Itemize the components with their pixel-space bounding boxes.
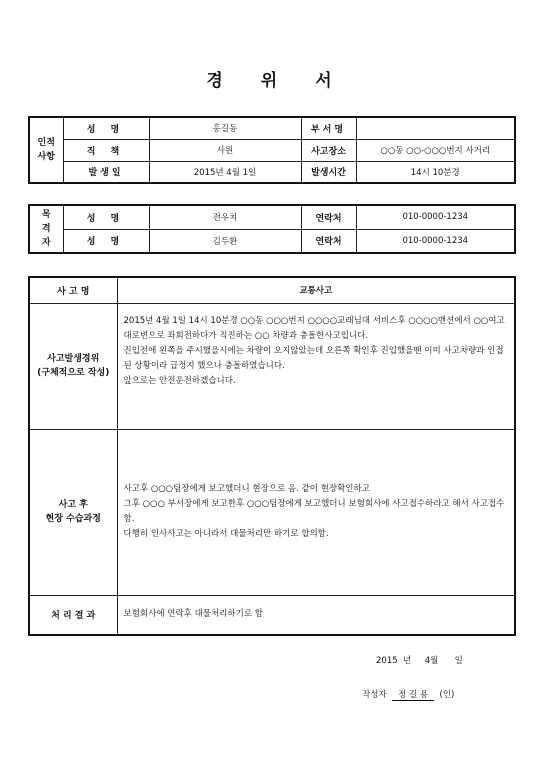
location-value: ○○동 ○○-○○○번지 사거리 xyxy=(356,139,515,161)
party-group-label: 인적 사항 xyxy=(29,117,63,183)
document-title xyxy=(0,66,540,91)
title-char: 경 xyxy=(206,71,225,91)
after-paragraph: 그후 ○○○ 부서장에게 보고한후 ○○○팀장에게 보고했더니 보험회사에 사고접수하라고 해서 사고접수함. xyxy=(123,499,505,524)
position-value: 사원 xyxy=(149,139,301,161)
party-info-table xyxy=(28,116,516,184)
dept-label: 부서명 xyxy=(301,117,356,139)
witness-name-value: 전우치 xyxy=(149,205,301,229)
witness-contact-value: 010-0000-1234 xyxy=(356,205,515,229)
dept-value xyxy=(356,117,515,139)
witness-name-value: 김두환 xyxy=(149,229,301,253)
time-value: 14시 10분경 xyxy=(356,161,515,183)
position-label: 직 책 xyxy=(63,139,149,161)
writer-label: 작성자 xyxy=(362,690,387,700)
witness-contact-value: 010-0000-1234 xyxy=(356,229,515,253)
document-date: 2015 년 4월 일 xyxy=(376,656,463,666)
course-paragraph: 2015년 4월 1일 14시 10분경 ○○동 ○○○번지 ○○○○교래님대 서비스후 ○○○○맨션에서 ○○여고 대로변으로 좌회전하다가 직진하는 ○○ 차량과 충돌한사고입니다. xyxy=(123,315,505,341)
seal-mark: (인) xyxy=(439,690,455,700)
name-label: 성 명 xyxy=(63,117,149,139)
name-value: 홍길동 xyxy=(149,117,301,139)
witness-group-label: 목 격 자 xyxy=(29,205,63,253)
accident-course-content xyxy=(117,303,515,429)
writer-line xyxy=(362,688,454,701)
after-accident-content xyxy=(117,429,515,595)
date-label: 발생일 xyxy=(63,161,149,183)
location-label: 사고장소 xyxy=(301,139,356,161)
accident-course-label: 사고발생경위 (구체적으로 작성) xyxy=(29,303,117,429)
after-accident-label: 사고 후 현장 수습과정 xyxy=(29,429,117,595)
accident-name-label: 사 고 명 xyxy=(29,277,117,303)
witness-name-label: 성 명 xyxy=(63,229,149,253)
writer-name: 정 길 용 xyxy=(392,688,434,701)
result-value: 보험회사에 연락후 대물처리하기로 함 xyxy=(117,595,515,635)
witness-name-label: 성 명 xyxy=(63,205,149,229)
title-char: 위 xyxy=(260,71,280,91)
accident-table xyxy=(28,276,516,636)
result-label: 처 리 결 과 xyxy=(29,595,117,635)
after-paragraph: 다행히 인사사고는 아니라서 대물처리만 하기로 합의함. xyxy=(123,529,329,539)
witness-table xyxy=(28,204,516,254)
witness-contact-label: 연락처 xyxy=(301,205,356,229)
course-paragraph: 진입전에 왼쪽을 주시했을시에는 차량이 오지않았는데 오른쪽 확인후 진입했을땐 이미 사고차량과 인접된 상황이라 급정지 했으나 충돌하였습니다. xyxy=(123,345,504,371)
accident-name-value: 교통사고 xyxy=(117,277,515,303)
title-char: 서 xyxy=(315,71,334,91)
time-label: 발생시간 xyxy=(301,161,356,183)
course-paragraph: 앞으로는 안전운전하겠습니다. xyxy=(123,375,236,386)
after-paragraph: 사고후 ○○○팀장에게 보고했더니 현장으로 옴. 같이 현장확인하고 xyxy=(123,484,370,494)
witness-contact-label: 연락처 xyxy=(301,229,356,253)
date-value: 2015년 4월 1일 xyxy=(149,161,301,183)
